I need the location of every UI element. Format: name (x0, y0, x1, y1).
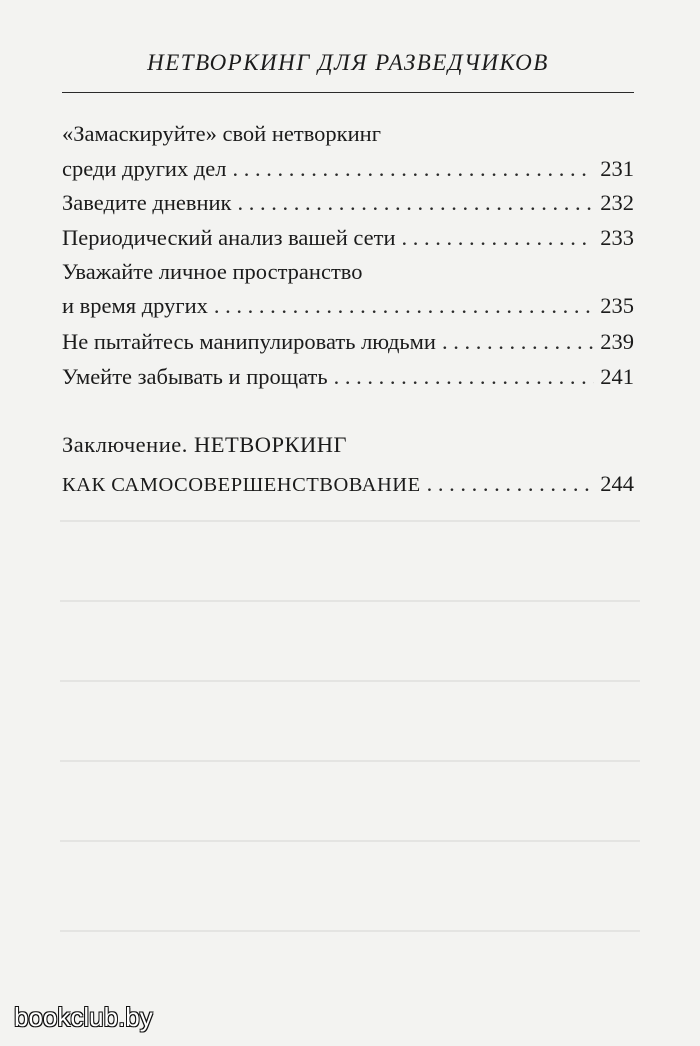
leader-dots (402, 222, 595, 254)
bleed-through-line (60, 520, 640, 522)
toc-entry (62, 361, 634, 393)
toc-entry (62, 118, 634, 150)
leader-dots (427, 468, 595, 500)
toc-page-number: 232 (600, 190, 634, 215)
toc-entry-title: Периодический анализ вашей сети (62, 225, 396, 250)
bleed-through-line (60, 680, 640, 682)
toc-entry (62, 326, 634, 358)
leader-dots (233, 153, 595, 185)
toc-page-number: 233 (600, 225, 634, 250)
toc-entry (62, 256, 634, 288)
toc-entry (62, 222, 634, 254)
toc-entry (62, 153, 634, 185)
leader-dots (238, 187, 595, 219)
toc-page-number: 239 (600, 329, 634, 354)
toc-entry (62, 187, 634, 219)
toc-entry-title: и время других (62, 293, 208, 318)
header-rule (62, 92, 634, 93)
toc-page-number: 235 (600, 293, 634, 318)
toc-entry-title: Заведите дневник (62, 190, 232, 215)
running-head: НЕТВОРКИНГ ДЛЯ РАЗВЕДЧИКОВ (147, 50, 549, 75)
leader-dots (334, 361, 595, 393)
leader-dots (214, 290, 594, 322)
toc-entry-title: Уважайте личное пространство (62, 259, 363, 284)
bleed-through-line (60, 840, 640, 842)
toc-entry (62, 468, 634, 500)
leader-dots (442, 326, 594, 358)
toc-page-number: 244 (600, 471, 634, 496)
toc-entry-title: «Замаскируйте» свой нетворкинг (62, 121, 381, 146)
toc-page-number: 241 (600, 364, 634, 389)
toc-entry (62, 290, 634, 322)
bleed-through-line (60, 600, 640, 602)
toc-entry-title: КАК САМОСОВЕРШЕНСТВОВАНИЕ (62, 474, 421, 496)
bleed-through-line (60, 930, 640, 932)
toc-entry-title: среди других дел (62, 156, 227, 181)
bleed-through-line (60, 760, 640, 762)
toc-entry-title: Не пытайтесь манипулировать людьми (62, 329, 436, 354)
toc-page-number: 231 (600, 156, 634, 181)
toc-entry-title: Умейте забывать и прощать (62, 364, 328, 389)
site-watermark: bookclub.by (14, 1002, 153, 1032)
toc-entry-title: Заключение. НЕТВОРКИНГ (62, 432, 348, 457)
toc-entry (62, 429, 634, 461)
